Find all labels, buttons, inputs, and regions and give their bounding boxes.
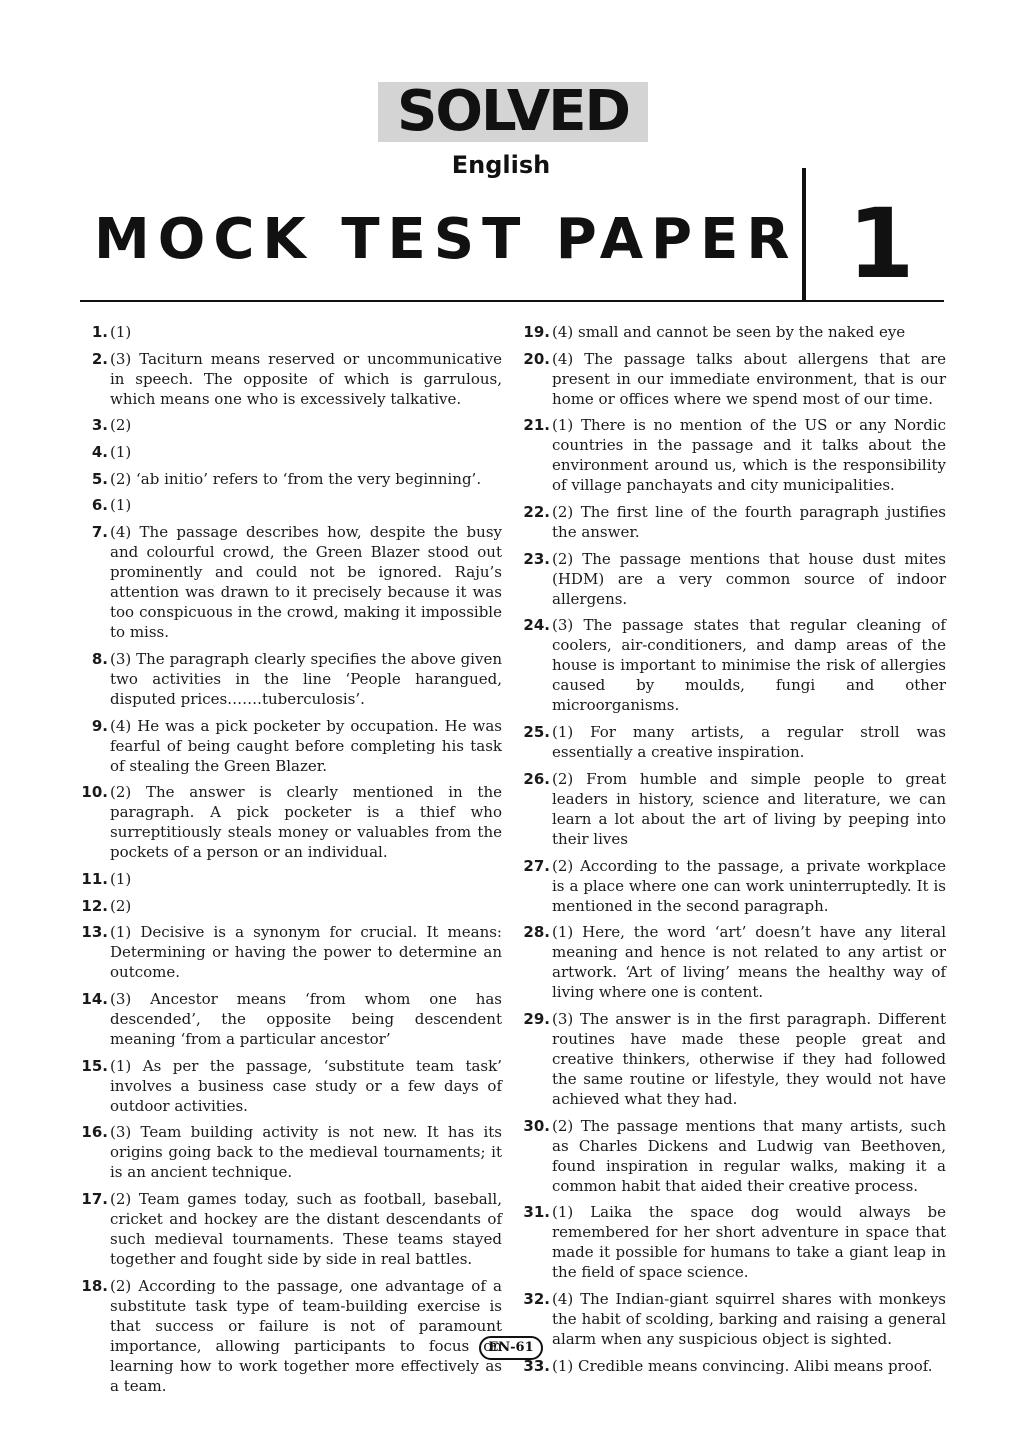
answer-item [78, 415, 502, 435]
answer-text: (1) As per the passage, ‘substitute team task’ involves a business case study or a few days of outdoor activities. [110, 1056, 502, 1115]
answer-item [78, 1189, 502, 1269]
answer-number: 32. [523, 1289, 550, 1308]
answer-number: 4. [91, 443, 108, 462]
answer-number: 20. [523, 349, 550, 368]
answer-item [78, 1122, 502, 1182]
answer-text: (1) [110, 869, 132, 888]
answer-item [78, 522, 502, 642]
answer-text: (4) He was a pick pocketer by occupation. He was fearful of being caught before completing his task of stealing the Green Blazer. [110, 716, 502, 775]
answer-number: 15. [81, 1056, 108, 1075]
answer-number: 8. [91, 649, 108, 668]
answer-item [520, 1009, 946, 1109]
answer-number: 33. [523, 1356, 550, 1375]
answer-text: (1) Decisive is a synonym for crucial. It means: Determining or having the power to determine an outcome. [110, 923, 502, 982]
answer-number: 29. [523, 1009, 550, 1028]
answer-text: (2) The first line of the fourth paragraph justifies the answer. [552, 503, 946, 542]
answer-number: 14. [81, 989, 108, 1008]
answer-item [520, 322, 946, 342]
answer-text: (1) [110, 496, 132, 515]
answer-number: 7. [91, 523, 108, 542]
answer-number: 22. [523, 503, 550, 522]
title-divider [802, 168, 806, 302]
answer-item [520, 502, 946, 542]
answer-item [78, 869, 502, 889]
answer-text: (2) Team games today, such as football, baseball, cricket and hockey are the distant descendants of such medieval tournaments. These teams stayed together and fought side by side in real battles. [110, 1190, 502, 1268]
answer-item [520, 722, 946, 762]
answer-item [78, 495, 502, 515]
answer-item [520, 922, 946, 1002]
answer-item [520, 1356, 946, 1376]
answer-number: 13. [81, 923, 108, 942]
answer-item [520, 349, 946, 409]
answer-item [78, 442, 502, 462]
answer-text: (2) According to the passage, one advantage of a substitute task type of team-building exercise is that success or failure is not of paramount importance, allowing participants to focus on learning how to work together more effectively as a team. [110, 1276, 502, 1395]
answer-number: 19. [523, 323, 550, 341]
answer-number: 21. [523, 416, 550, 435]
answer-number: 26. [523, 769, 550, 788]
paper-number: 1 [847, 188, 915, 300]
answer-text: (1) Here, the word ‘art’ doesn’t have any literal meaning and hence is not related to any artist or artwork. ‘Art of living’ means the healthy way of living where one is content. [552, 923, 946, 1002]
answer-number: 11. [81, 869, 108, 888]
solved-label: SOLVED [397, 79, 629, 144]
answer-number: 17. [81, 1190, 108, 1208]
answer-text: (2) The passage mentions that many artists, such as Charles Dickens and Ludwig van Beethoven, found inspiration in regular walks, making it a common habit that aided their creative process. [552, 1116, 946, 1195]
answer-item [78, 896, 502, 916]
answer-number: 9. [91, 716, 108, 735]
answer-number: 5. [91, 469, 108, 488]
header-rule [80, 300, 944, 302]
answer-item [78, 1276, 502, 1396]
answer-item [78, 1056, 502, 1116]
answer-item [78, 922, 502, 982]
answer-number: 12. [81, 896, 108, 915]
answers-left-column [78, 322, 502, 1402]
answer-number: 6. [91, 496, 108, 515]
answer-item [520, 856, 946, 916]
answer-number: 3. [91, 416, 108, 435]
answer-item [520, 415, 946, 495]
answer-number: 30. [523, 1116, 550, 1135]
answer-item [78, 782, 502, 862]
answer-text: (4) The passage talks about allergens that are present in our immediate environment, that is our home or offices where we spend most of our time. [552, 349, 946, 408]
answer-number: 27. [523, 856, 550, 875]
answer-number: 23. [523, 549, 550, 568]
answer-text: (1) Laika the space dog would always be remembered for her short adventure in space that made it possible for humans to take a giant leap in the field of space science. [552, 1203, 946, 1282]
answer-item [78, 649, 502, 709]
answer-text: (4) The Indian-giant squirrel shares with monkeys the habit of scolding, barking and raising a general alarm when any suspicious object is sighted. [552, 1289, 946, 1348]
answer-number: 25. [523, 723, 550, 742]
answer-number: 18. [81, 1276, 108, 1295]
answer-number: 28. [523, 923, 550, 942]
page-number-badge: EN-61 [479, 1336, 543, 1360]
answer-text: (2) The answer is clearly mentioned in the paragraph. A pick pocketer is a thief who surreptitiously steals money or valuables from the pockets of a person or an individual. [110, 783, 502, 862]
answer-text: (3) Team building activity is not new. It has its origins going back to the medieval tournaments; it is an ancient technique. [110, 1123, 502, 1182]
answer-text: (1) There is no mention of the US or any Nordic countries in the passage and it talks about the environment around us, which is the responsibility of village panchayats and city municipalities. [552, 416, 946, 495]
answer-number: 24. [523, 616, 550, 635]
answer-item [78, 349, 502, 409]
answer-item [78, 989, 502, 1049]
answer-number: 10. [81, 783, 108, 802]
answer-text: (2) The passage mentions that house dust mites (HDM) are a very common source of indoor allergens. [552, 549, 946, 608]
answer-item [78, 322, 502, 342]
answer-item [520, 615, 946, 715]
answer-text: (3) Ancestor means ‘from whom one has descended’, the opposite being descendent meaning ‘from a particular ancestor’ [110, 989, 502, 1048]
answer-item [520, 549, 946, 609]
answers-right-column [520, 322, 946, 1382]
answer-number: 2. [91, 349, 108, 368]
answer-text: (1) Credible means convincing. Alibi means proof. [552, 1356, 933, 1375]
answer-text: (3) The passage states that regular cleaning of coolers, air-conditioners, and damp areas of the house is important to minimise the risk of allergies caused by moulds, fungi and other microorganisms. [552, 616, 946, 715]
answer-item [520, 1202, 946, 1282]
answer-number: 31. [523, 1203, 550, 1222]
answer-text: (1) [110, 443, 132, 462]
answer-item [78, 716, 502, 776]
answer-text: (4) small and cannot be seen by the naked eye [552, 323, 906, 341]
answer-text: (1) For many artists, a regular stroll was essentially a creative inspiration. [552, 723, 946, 762]
answer-text: (3) Taciturn means reserved or uncommunicative in speech. The opposite of which is garrulous, which means one who is excessively talkative. [110, 349, 502, 408]
answer-number: 1. [91, 323, 108, 341]
answer-text: (4) The passage describes how, despite the busy and colourful crowd, the Green Blazer stood out prominently and could not be ignored. Raju’s attention was drawn to it precisely because it was too conspicuous in the crowd, making it impossible to miss. [110, 523, 502, 642]
answer-number: 16. [81, 1123, 108, 1142]
answer-text: (3) The paragraph clearly specifies the above given two activities in the line ‘People harangued, disputed prices…….tuberculosis’. [110, 649, 502, 708]
answer-item [520, 769, 946, 849]
subject-label: English [451, 151, 551, 179]
answer-text: (2) According to the passage, a private workplace is a place where one can work uninterruptedly. It is mentioned in the second paragraph. [552, 856, 946, 915]
answer-text: (2) [110, 896, 132, 915]
answer-text: (2) ‘ab initio’ refers to ‘from the very beginning’. [110, 469, 482, 488]
answer-text: (2) [110, 416, 132, 435]
answer-item [520, 1289, 946, 1349]
answer-text: (1) [110, 323, 132, 341]
answer-item [78, 469, 502, 489]
answer-text: (3) The answer is in the first paragraph. Different routines have made these people great and creative thinkers, otherwise if they had followed the same routine or lifestyle, they would not have achieved what they had. [552, 1009, 946, 1108]
answer-item [520, 1116, 946, 1196]
paper-title: MOCK TEST PAPER [94, 207, 798, 272]
answer-text: (2) From humble and simple people to great leaders in history, science and literature, we can learn a lot about the art of living by peeping into their lives [552, 769, 946, 848]
